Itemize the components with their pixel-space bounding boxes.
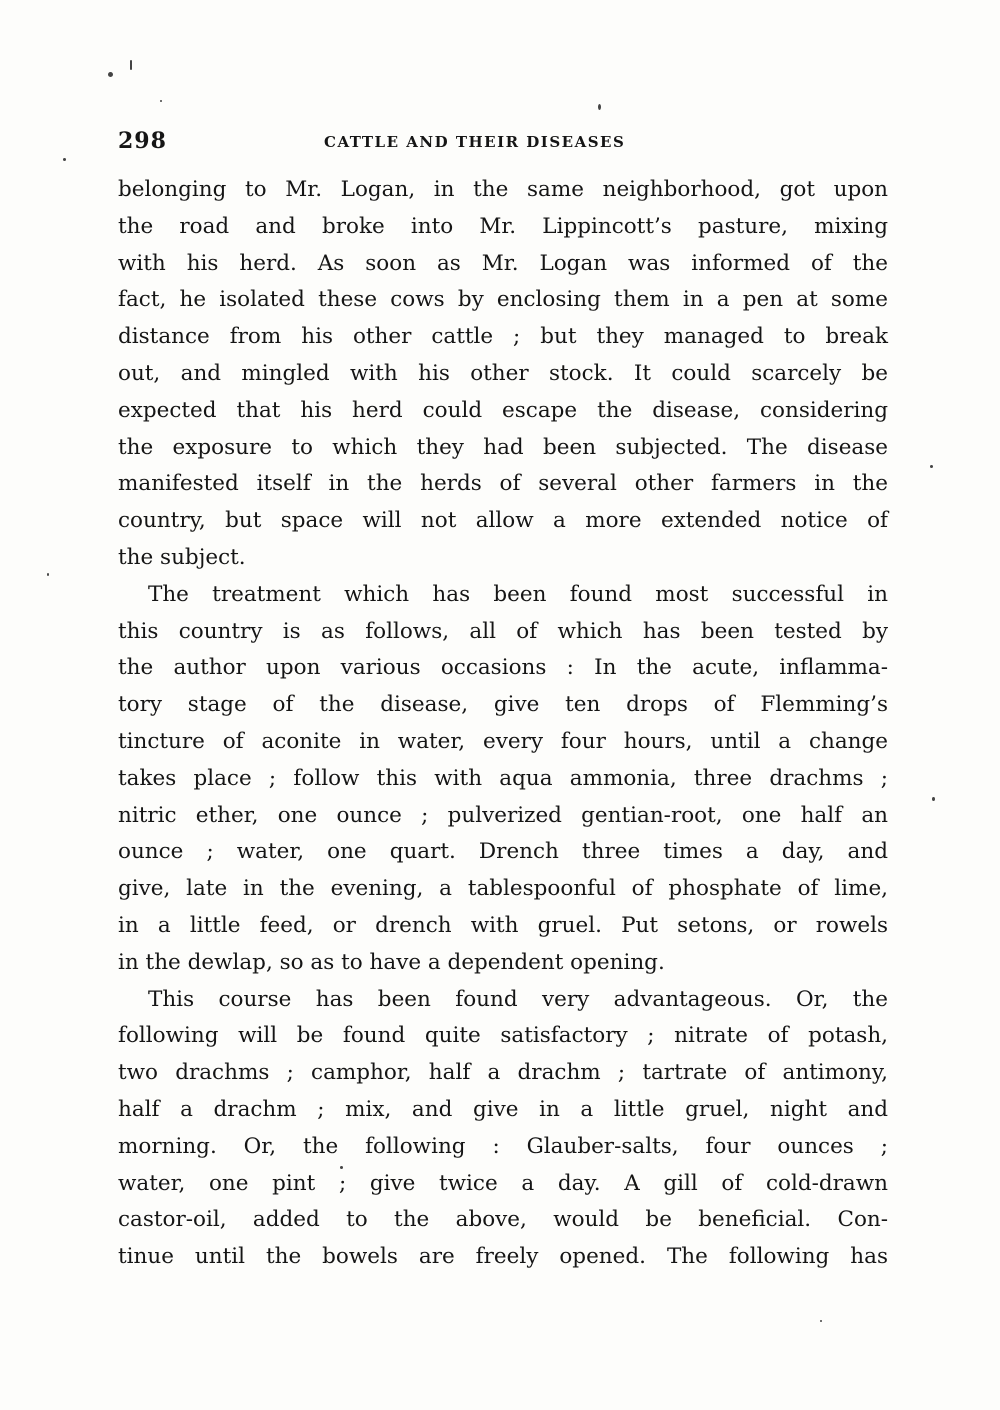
paragraph-3 [118,982,888,1276]
text-line: tory stage of the disease, give ten drops of Flemming’s [118,692,888,718]
body-text [118,172,888,1276]
text-line: expected that his herd could escape the disease, considering [118,397,888,423]
text-line: in a little feed, or drench with gruel. Put setons, or rowels [118,912,888,938]
text-line: manifested itself in the herds of several other farmers in the [118,471,888,497]
page-number: 298 [118,128,167,154]
scan-speck [160,100,162,102]
scan-speck [130,60,132,70]
paragraph-1 [118,172,888,577]
text-line: takes place ; follow this with aqua ammonia, three drachms ; [118,765,888,791]
text-line: ounce ; water, one quart. Drench three times a day, and [118,839,888,865]
scan-speck [820,1320,822,1322]
text-line: following will be found quite satisfactory ; nitrate of potash, [118,1023,888,1049]
text-line: this country is as follows, all of which has been tested by [118,618,888,644]
text-line: nitric ether, one ounce ; pulverized gentian-root, one half an [118,802,888,828]
scan-speck [340,1166,343,1169]
text-line: belonging to Mr. Logan, in the same neighborhood, got upon [118,177,888,202]
text-line: tincture of aconite in water, every four hours, until a change [118,728,888,754]
text-line: in the dewlap, so as to have a dependent opening. [118,949,665,975]
text-line: the exposure to which they had been subjected. The disease [118,434,888,460]
text-line: out, and mingled with his other stock. It could scarcely be [118,360,888,386]
text-line: the road and broke into Mr. Lippincott’s pasture, mixing [118,213,888,239]
text-line: distance from his other cattle ; but they managed to break [118,324,888,350]
running-head [118,128,888,158]
text-line: country, but space will not allow a more extended notice of [118,508,888,534]
scan-speck [932,797,935,801]
text-line: two drachms ; camphor, half a drachm ; tartrate of antimony, [118,1060,888,1086]
text-line: the subject. [118,544,246,570]
scan-speck [598,104,601,110]
text-line: the author upon various occasions : In the acute, inflamma- [118,655,888,681]
scan-speck [108,72,113,77]
text-line: tinue until the bowels are freely opened. The following has [118,1244,888,1270]
scan-speck [930,465,933,468]
text-line: The treatment which has been found most successful in [148,581,888,607]
running-title: CATTLE AND THEIR DISEASES [324,133,626,151]
scan-speck [47,573,49,576]
text-line: morning. Or, the following : Glauber-salts, four ounces ; [118,1133,888,1159]
text-line: half a drachm ; mix, and give in a little gruel, night and [118,1096,888,1122]
text-line: with his herd. As soon as Mr. Logan was informed of the [118,250,888,276]
text-line: castor-oil, added to the above, would be beneficial. Con- [118,1207,888,1233]
text-line: give, late in the evening, a tablespoonful of phosphate of lime, [118,876,888,902]
text-line: This course has been found very advantageous. Or, the [148,986,888,1012]
text-line: fact, he isolated these cows by enclosing them in a pen at some [118,287,888,313]
text-line: water, one pint ; give twice a day. A gill of cold-drawn [118,1170,888,1196]
scan-speck [63,158,66,161]
paragraph-2 [118,577,888,982]
